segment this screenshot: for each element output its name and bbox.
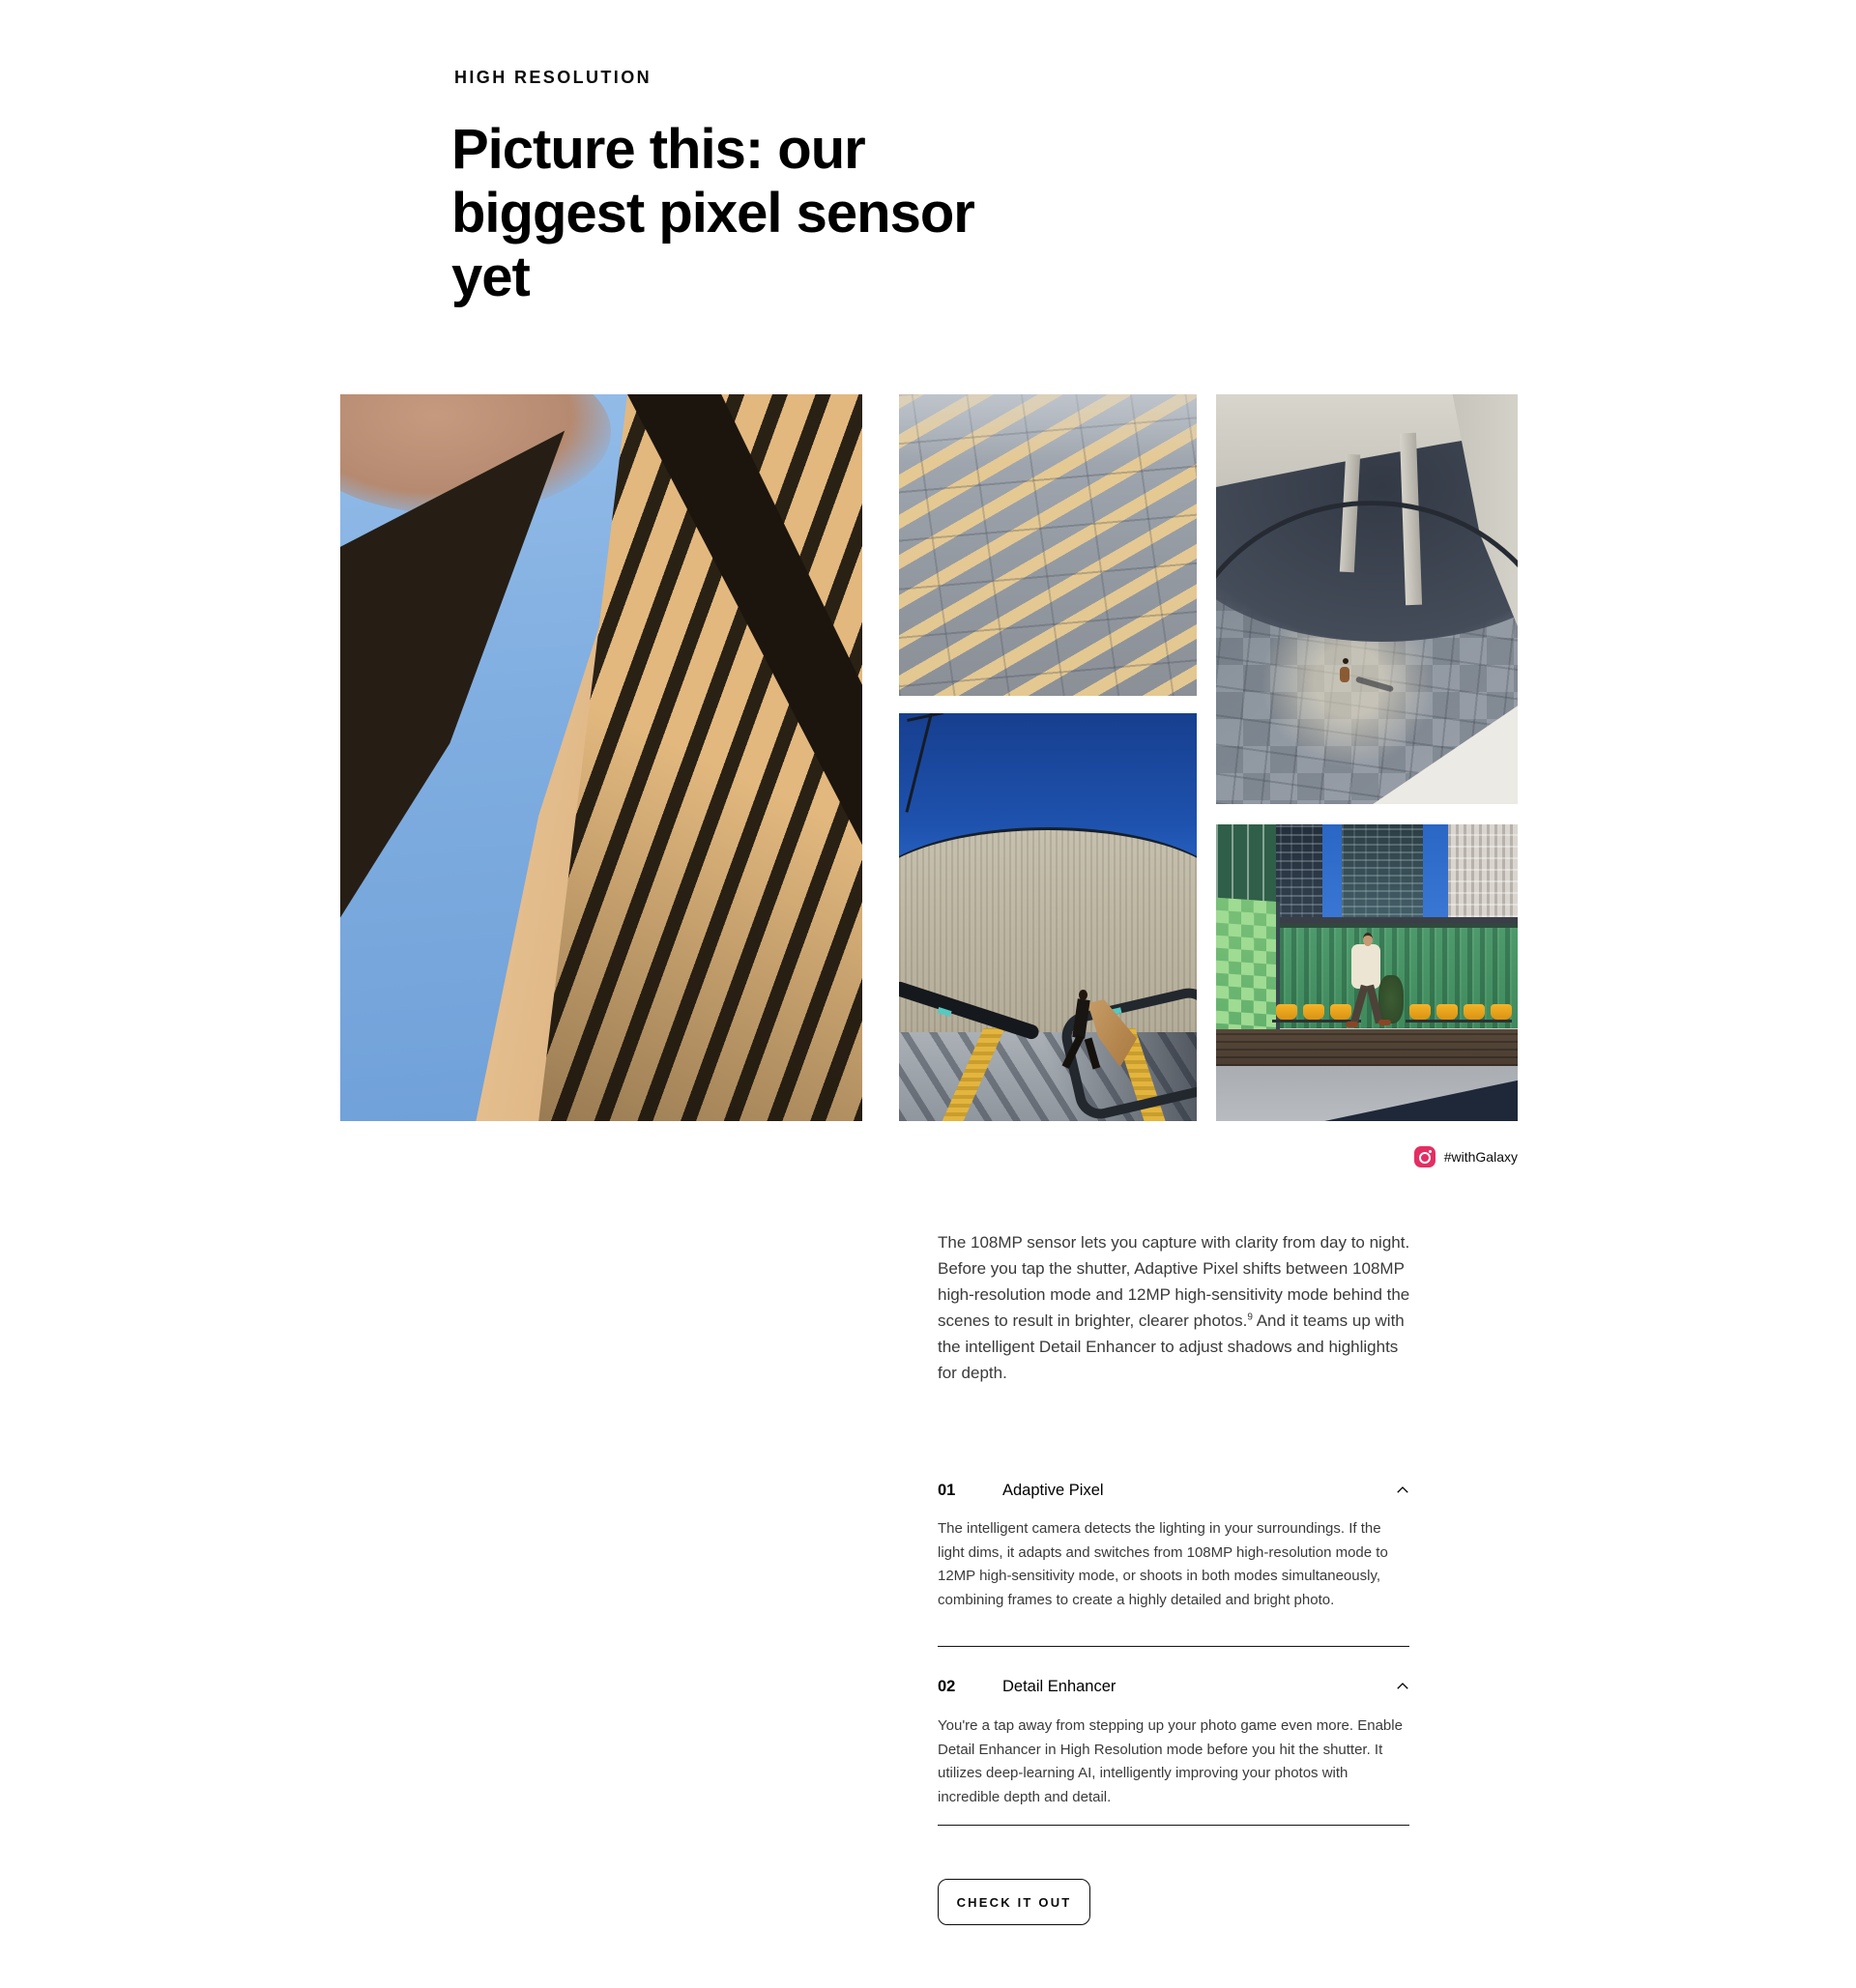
photo-man-on-stairs: [899, 713, 1197, 1121]
section-eyebrow: HIGH RESOLUTION: [454, 68, 652, 87]
wood-deck: [1216, 1029, 1518, 1066]
intro-text-part1: The 108MP sensor lets you capture with clarity from day to night. Before you tap the shutter, Adaptive Pixel shifts between 108MP high-resolution mode and 12MP high-sensitivity mode behind the scenes to result in brighter, clearer photos.: [938, 1233, 1410, 1330]
instagram-camera-icon: [1414, 1146, 1436, 1167]
divider: [938, 1646, 1409, 1647]
divider: [938, 1825, 1409, 1826]
person-shoe: [1346, 1022, 1358, 1027]
hashtag-label: #withGalaxy: [1443, 1149, 1518, 1165]
person-head: [1079, 990, 1088, 1000]
yellow-seat: [1409, 1004, 1431, 1020]
with-galaxy-credit[interactable]: [340, 1144, 1518, 1169]
accordion-label: Detail Enhancer: [1002, 1677, 1116, 1695]
yellow-seat: [1491, 1004, 1512, 1020]
photo-container-street: [1216, 824, 1518, 1121]
planter-bush: [1378, 975, 1404, 1023]
skyscraper: [1342, 824, 1423, 923]
person-jacket: [1351, 944, 1380, 989]
accordion-number: 02: [938, 1677, 956, 1695]
yellow-seat: [1303, 1004, 1324, 1020]
dark-green-container: [1216, 824, 1276, 902]
page-title-line-2: biggest pixel sensor: [451, 182, 974, 245]
intro-paragraph: [938, 1229, 1413, 1386]
distance-haze: [899, 394, 1197, 462]
accordion-body: You're a tap away from stepping up your photo game even more. Enable Detail Enhancer in High Resolution mode before you hit the shutter. It utilizes deep-learning AI, intelligently improving your photos with incredible depth and detail.: [938, 1717, 1403, 1805]
photo-aerial-courtyard: [1216, 394, 1518, 804]
person-head: [1363, 933, 1373, 946]
photo-striped-pavement: [899, 394, 1197, 696]
person-shoe: [1378, 1020, 1391, 1025]
page-title-line-1: Picture this: our: [451, 118, 865, 181]
person-walking: [1340, 667, 1349, 682]
yellow-seat: [1330, 1004, 1351, 1020]
accordion-number: 01: [938, 1481, 956, 1499]
check-it-out-button[interactable]: CHECK IT OUT: [938, 1879, 1090, 1925]
accordion-item-detail-enhancer[interactable]: [938, 1673, 1411, 1700]
yellow-seat: [1436, 1004, 1458, 1020]
accordion-item-adaptive-pixel[interactable]: [938, 1477, 1411, 1504]
yellow-seat: [1276, 1004, 1297, 1020]
yellow-seat: [1464, 1004, 1485, 1020]
photo-architecture-abstract: [340, 394, 862, 1121]
accordion-body: The intelligent camera detects the lighting in your surroundings. If the light dims, it adapts and switches from 108MP high-resolution mode to 12MP high-sensitivity mode, or shoots in both modes simultaneously, combining frames to create a highly detailed and bright photo.: [938, 1520, 1388, 1608]
footnote-superscript: 9: [1247, 1311, 1253, 1323]
chevron-up-icon[interactable]: [1394, 1678, 1411, 1695]
intro-text-part2: And it teams up with the intelligent Detail Enhancer to adjust shadows and highlights for depth.: [938, 1311, 1405, 1382]
page-title-line-3: yet: [451, 245, 530, 308]
striped-tower: [1448, 824, 1518, 929]
accordion-label: Adaptive Pixel: [1002, 1481, 1104, 1499]
photo-gallery: [340, 394, 1518, 1121]
bench-bar: [1406, 1020, 1512, 1023]
chevron-up-icon[interactable]: [1394, 1482, 1411, 1499]
page-title: [451, 118, 1070, 309]
